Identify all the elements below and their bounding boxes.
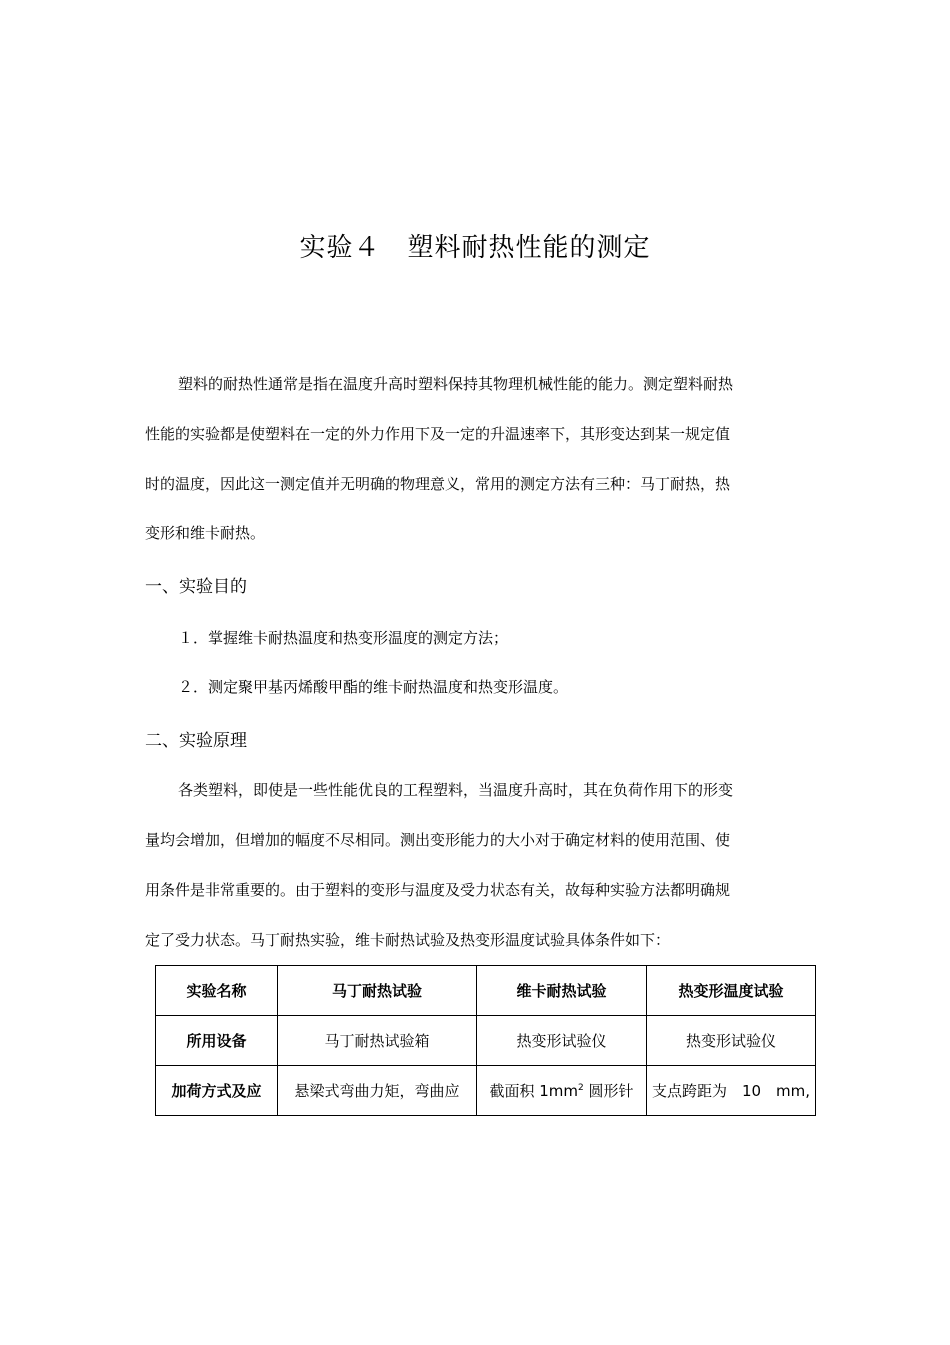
table-cell: 热变形试验仪 xyxy=(477,1016,647,1066)
table-header-row xyxy=(156,966,816,1016)
table-cell xyxy=(477,1066,647,1116)
table-row xyxy=(156,1016,816,1066)
table-row-label: 加荷方式及应 xyxy=(156,1066,278,1116)
section2-line-2: 量均会增加，但增加的幅度不尽相同。测出变形能力的大小对于确定材料的使用范围、使 xyxy=(145,831,731,849)
table-row-label: 所用设备 xyxy=(156,1016,278,1066)
table-cell: 马丁耐热试验箱 xyxy=(278,1016,477,1066)
intro-line-1: 塑料的耐热性通常是指在温度升高时塑料保持其物理机械性能的能力。测定塑料耐热 xyxy=(178,375,734,393)
table-header-cell: 维卡耐热试验 xyxy=(477,966,647,1016)
page-title: 实验４ 塑料耐热性能的测定 xyxy=(299,233,651,263)
table-row xyxy=(156,1066,816,1116)
section2-line-3: 用条件是非常重要的。由于塑料的变形与温度及受力状态有关，故每种实验方法都明确规 xyxy=(145,881,731,899)
test-conditions-table xyxy=(155,965,816,1116)
section1-item-1: １．掌握维卡耐热温度和热变形温度的测定方法； xyxy=(178,629,509,647)
section2-heading: 二、实验原理 xyxy=(145,731,247,751)
section2-line-4: 定了受力状态。马丁耐热实验，维卡耐热试验及热变形温度试验具体条件如下： xyxy=(145,931,671,949)
table-cell: 支点跨距为 10 mm, xyxy=(647,1066,816,1116)
intro-line-4: 变形和维卡耐热。 xyxy=(145,524,266,542)
intro-line-2: 性能的实验都是使塑料在一定的外力作用下及一定的升温速率下，其形变达到某一规定值 xyxy=(145,425,731,443)
table-cell-text: 截面积 1mm xyxy=(489,1082,579,1100)
table-cell: 热变形试验仪 xyxy=(647,1016,816,1066)
table-cell-text: 圆形针 xyxy=(583,1082,634,1100)
table-header-cell: 马丁耐热试验 xyxy=(278,966,477,1016)
superscript: 2 xyxy=(578,1083,584,1093)
section1-heading: 一、实验目的 xyxy=(145,577,247,597)
table-header-cell: 实验名称 xyxy=(156,966,278,1016)
table-cell: 悬梁式弯曲力矩，弯曲应 xyxy=(278,1066,477,1116)
table-header-cell: 热变形温度试验 xyxy=(647,966,816,1016)
section1-item-2: ２．测定聚甲基丙烯酸甲酯的维卡耐热温度和热变形温度。 xyxy=(178,678,569,696)
intro-line-3: 时的温度，因此这一测定值并无明确的物理意义，常用的测定方法有三种：马丁耐热，热 xyxy=(145,475,731,493)
section2-line-1: 各类塑料，即使是一些性能优良的工程塑料，当温度升高时，其在负荷作用下的形变 xyxy=(178,781,734,799)
